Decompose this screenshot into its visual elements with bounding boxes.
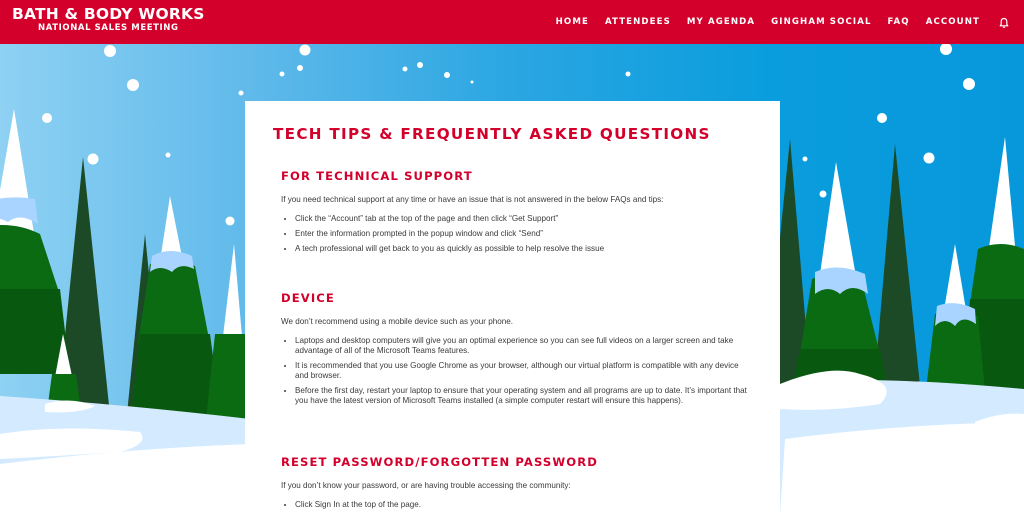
nav-account[interactable]: ACCOUNT (925, 17, 980, 27)
list-item: • Click the “Account” tab at the top of the page and then click “Get Support” (295, 214, 751, 224)
section-intro: We don’t recommend using a mobile device such as your phone. (281, 317, 513, 326)
nav-my-agenda[interactable]: MY AGENDA (686, 17, 756, 27)
list-item: • A tech professional will get back to you as quickly as possible to help resolve the issue (295, 244, 751, 254)
section-device (281, 291, 751, 411)
left-snowy-trees (0, 109, 250, 429)
logo-subtitle: NATIONAL SALES MEETING (37, 23, 179, 33)
main-nav (540, 0, 1010, 44)
section-heading: DEVICE (281, 291, 335, 305)
section-heading: FOR TECHNICAL SUPPORT (281, 169, 473, 183)
nav-faq[interactable]: FAQ (887, 17, 910, 27)
nav-attendees[interactable]: ATTENDEES (604, 17, 671, 27)
logo[interactable] (12, 6, 205, 34)
list-item: • It is recommended that you use Google Chrome as your browser, although our virtual platform is compatible with any device and browser. (295, 361, 751, 382)
list-item: • Before the first day, restart your laptop to ensure that your operating system and all programs are up to date. It’s important that you have the latest version of Microsoft Teams installed (a simple computer restart will ensure this happens). (295, 386, 751, 407)
page-title: TECH TIPS & FREQUENTLY ASKED QUESTIONS (273, 125, 711, 143)
top-navigation-bar (0, 0, 1024, 44)
bullet-list (281, 214, 751, 254)
list-item: • Laptops and desktop computers will give you an optimal experience so you can see full videos on a larger screen and take advantage of all of the Microsoft Teams features. (295, 336, 751, 357)
list-item: • Enter the information prompted in the popup window and click “Send” (295, 229, 751, 239)
nav-home[interactable]: HOME (555, 17, 589, 27)
faq-content-card (245, 101, 780, 515)
section-reset-password (281, 455, 751, 515)
section-technical-support (281, 169, 751, 258)
section-intro: If you need technical support at any time or have an issue that is not answered in the below FAQs and tips: (281, 195, 664, 204)
bell-icon[interactable] (998, 16, 1010, 28)
logo-brand: BATH & BODY WORKS (12, 5, 205, 23)
list-item: • Click Sign In at the top of the page. (295, 500, 751, 510)
bullet-list (281, 500, 751, 510)
section-heading: RESET PASSWORD/FORGOTTEN PASSWORD (281, 455, 598, 469)
bullet-list (281, 336, 751, 407)
section-intro: If you don’t know your password, or are having trouble accessing the community: (281, 481, 571, 490)
nav-gingham-social[interactable]: GINGHAM SOCIAL (771, 17, 872, 27)
